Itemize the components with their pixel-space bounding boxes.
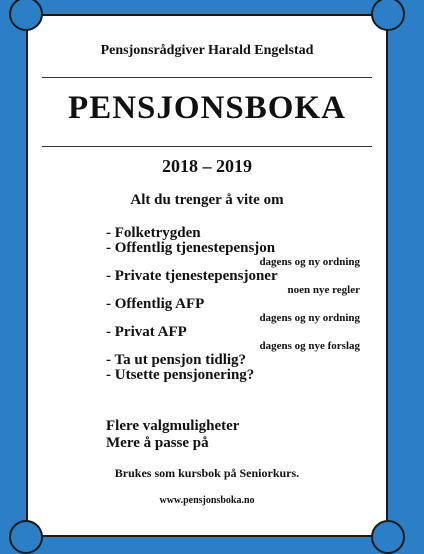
topic-note: noen nye regler [287, 284, 360, 296]
topic-item: - Privat AFP [106, 324, 187, 340]
topic-note: dagens og nye forslag [259, 340, 360, 352]
title-divider [42, 146, 372, 147]
topic-note: dagens og ny ordning [259, 256, 360, 268]
course-note: Brukes som kursbok på Seniorkurs. [114, 466, 300, 480]
topic-item: - Offentlig AFP [106, 296, 205, 312]
corner-notch-bottom-right [371, 520, 405, 554]
closing-line-1: Flere valgmuligheter [106, 418, 240, 434]
topic-note: dagens og ny ordning [259, 312, 360, 324]
edition-years: 2018 – 2019 [162, 156, 252, 176]
topic-item: - Folketrygden [106, 225, 201, 241]
book-title: PENSJONSBOKA [68, 90, 346, 126]
author-line: Pensjonsrådgiver Harald Engelstad [100, 43, 314, 58]
corner-notch-top-right [371, 0, 405, 31]
corner-notch-bottom-left [9, 520, 43, 554]
topic-list [106, 226, 366, 383]
topic-item: - Ta ut pensjon tidlig? [106, 352, 247, 368]
closing-line-2: Mere å passe på [106, 435, 209, 451]
topic-item: - Offentlig tjenestepensjon [106, 240, 276, 256]
topic-item: - Utsette pensjonering? [106, 367, 255, 383]
website-url: www.pensjonsboka.no [159, 495, 255, 506]
closing-block [106, 418, 239, 452]
book-cover-card [26, 14, 388, 537]
topic-item: - Private tjenestepensjoner [106, 268, 278, 284]
intro-line: Alt du trenger å vite om [130, 192, 284, 208]
corner-notch-top-left [9, 0, 43, 31]
top-divider [42, 77, 372, 78]
